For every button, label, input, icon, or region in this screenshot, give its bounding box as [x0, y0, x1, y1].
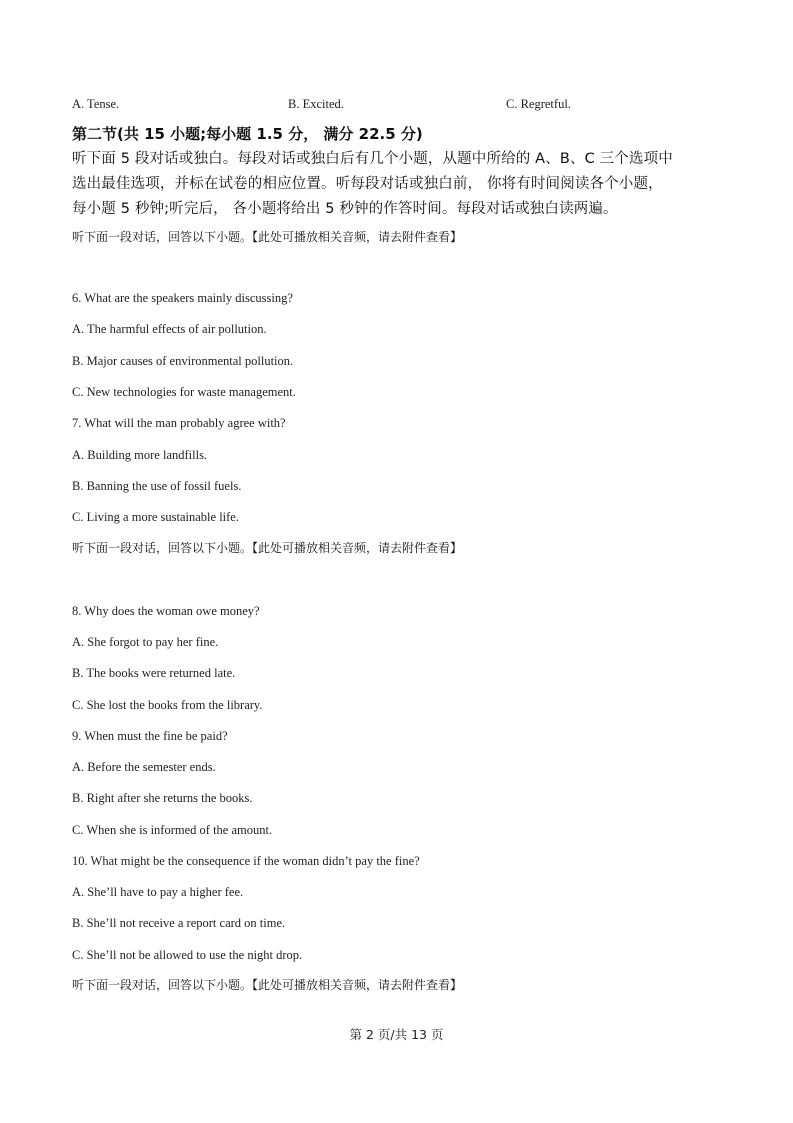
answer-option: C. New technologies for waste management.: [72, 385, 296, 399]
answer-option: C. She’ll not be allowed to use the night drop.: [72, 948, 303, 962]
question-stem: 7. What will the man probably agree with?: [72, 416, 286, 430]
audio-note: 听下面一段对话，回答以下小题。【此处可播放相关音频，请去附件查看】: [72, 541, 463, 555]
section-instruction-line: 每小题 5 秒钟;听完后， 各小题将给出 5 秒钟的作答时间。每段对话或独白读两遍。: [72, 201, 618, 217]
answer-option: B. The books were returned late.: [72, 666, 236, 680]
section-heading: 第二节(共 15 小题;每小题 1.5 分， 满分 22.5 分): [72, 125, 423, 143]
option-a: A. Tense.: [72, 97, 120, 111]
option-b: B. Excited.: [288, 97, 344, 111]
question-stem: 6. What are the speakers mainly discussing?: [72, 291, 293, 305]
answer-option: C. When she is informed of the amount.: [72, 823, 273, 837]
answer-option: A. She forgot to pay her fine.: [72, 635, 219, 649]
answer-option: A. Building more landfills.: [72, 448, 208, 462]
previous-question-options: [72, 97, 712, 113]
question-stem: 9. When must the fine be paid?: [72, 729, 228, 743]
answer-option: B. Banning the use of fossil fuels.: [72, 479, 242, 493]
question-stem: 10. What might be the consequence if the woman didn’t pay the fine?: [72, 854, 420, 868]
answer-option: A. The harmful effects of air pollution.: [72, 322, 267, 336]
answer-option: B. Major causes of environmental pollution.: [72, 354, 294, 368]
audio-note: 听下面一段对话，回答以下小题。【此处可播放相关音频，请去附件查看】: [72, 978, 463, 992]
option-c: C. Regretful.: [506, 97, 571, 111]
answer-option: A. She’ll have to pay a higher fee.: [72, 885, 244, 899]
answer-option: C. Living a more sustainable life.: [72, 510, 239, 524]
answer-option: C. She lost the books from the library.: [72, 698, 263, 712]
answer-option: A. Before the semester ends.: [72, 760, 216, 774]
audio-note: 听下面一段对话，回答以下小题。【此处可播放相关音频，请去附件查看】: [72, 230, 463, 244]
answer-option: B. Right after she returns the books.: [72, 791, 253, 805]
page-number: 第 2 页/共 13 页: [349, 1027, 444, 1042]
section-instruction-line: 选出最佳选项，并标在试卷的相应位置。听每段对话或独白前， 你将有时间阅读各个小题，: [72, 176, 663, 192]
question-stem: 8. Why does the woman owe money?: [72, 604, 260, 618]
section-instruction-line: 听下面 5 段对话或独白。每段对话或独白后有几个小题，从题中所给的 A、B、C 三个选项中: [72, 151, 673, 167]
answer-option: B. She’ll not receive a report card on time.: [72, 916, 286, 930]
